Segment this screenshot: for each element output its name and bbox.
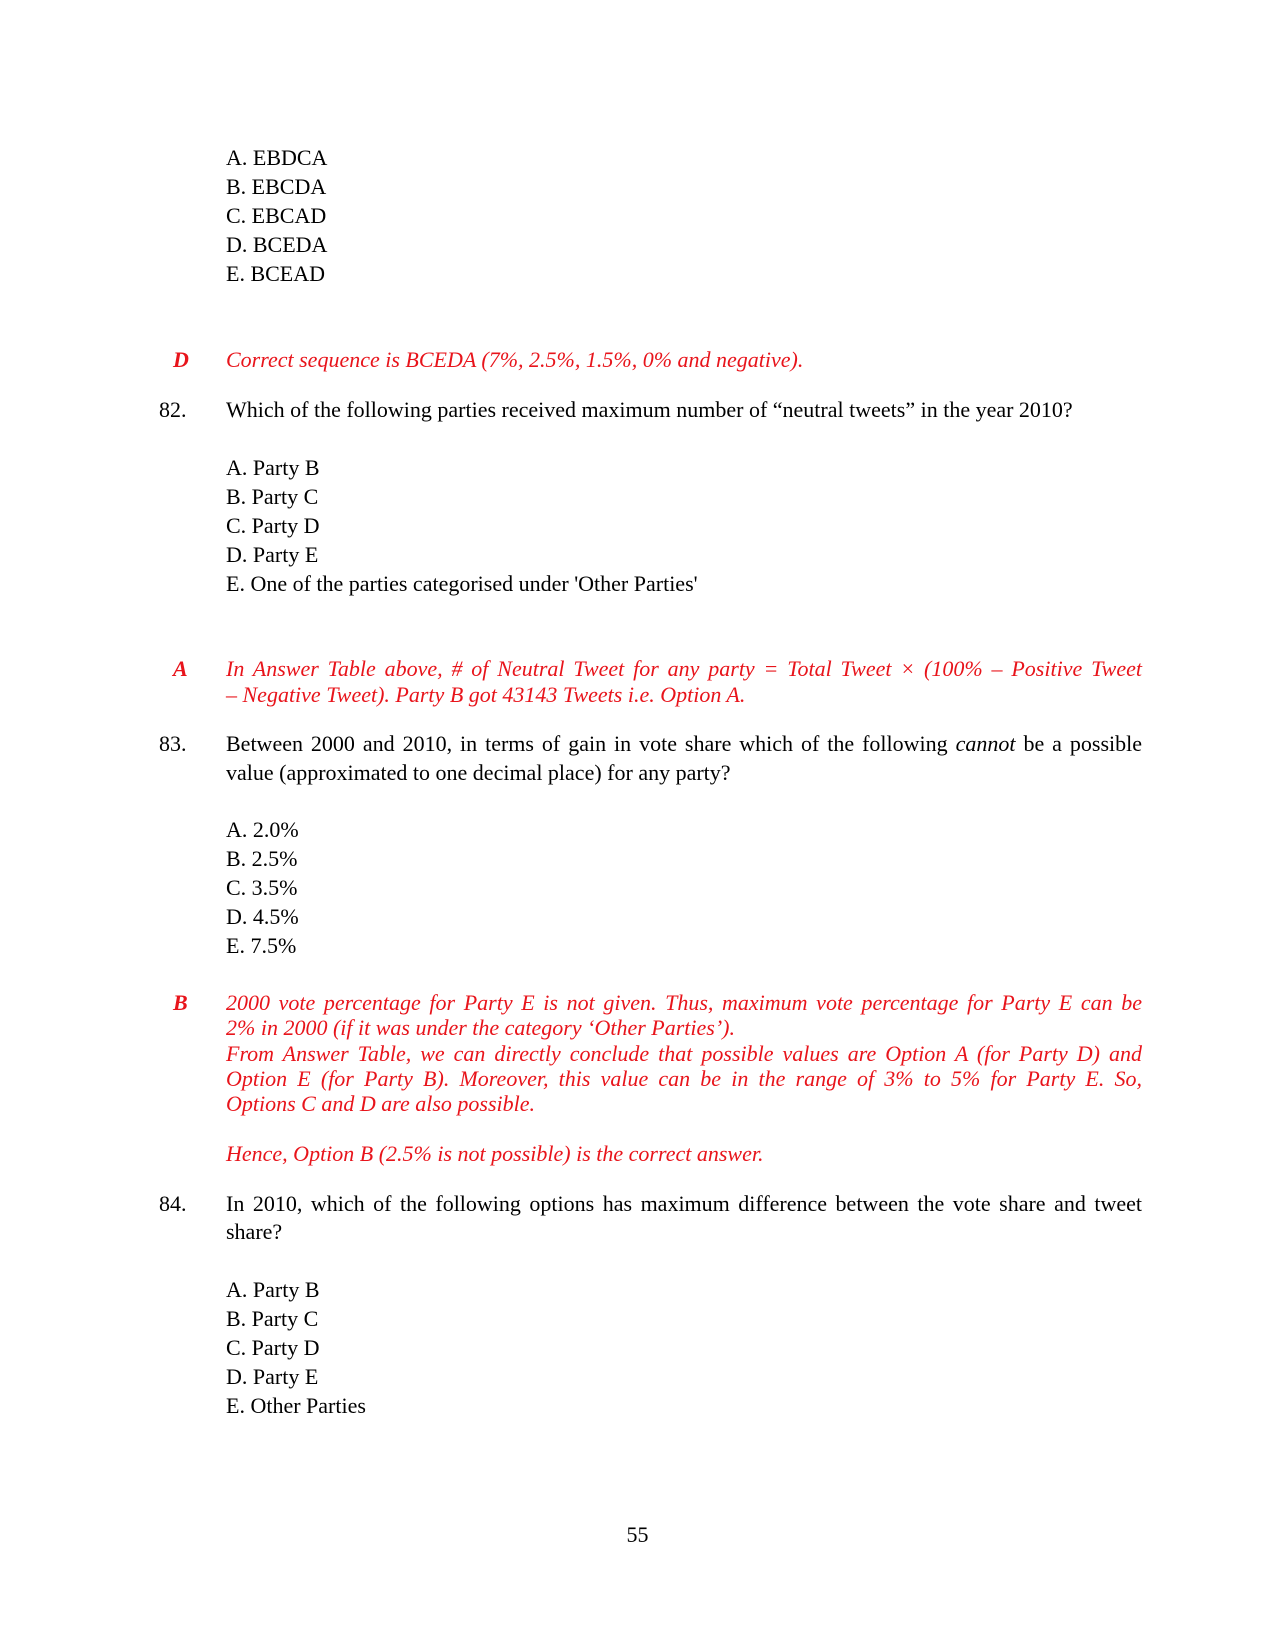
q81-option-a: A. EBDCA (226, 145, 328, 170)
q83-answer-conclusion: Hence, Option B (2.5% is not possible) is the correct answer. (226, 1141, 764, 1166)
q84-option-b: B. Party C (226, 1306, 319, 1331)
q84-number: 84. (159, 1191, 187, 1216)
q82-answer-line-1: In Answer Table above, # of Neutral Tweet for any party = Total Tweet × (100% – Positive Tweet (226, 656, 1142, 681)
q84-text-line-2: share? (226, 1219, 283, 1244)
q84-option-e: E. Other Parties (226, 1393, 366, 1418)
q84-option-d: D. Party E (226, 1364, 319, 1389)
page-number: 55 (626, 1522, 649, 1547)
q83-option-a: A. 2.0% (226, 817, 299, 842)
q83-answer-line-4: Option E (for Party B). Moreover, this value can be in the range of 3% to 5% for Party E. So, (226, 1066, 1142, 1091)
q83-answer-line-3: From Answer Table, we can directly conclude that possible values are Option A (for Party D) and (226, 1041, 1142, 1066)
q83-option-e: E. 7.5% (226, 933, 297, 958)
q83-text-before: Between 2000 and 2010, in terms of gain in vote share which of the following (226, 731, 948, 756)
q81-answer-letter: D (173, 347, 189, 372)
q83-number: 83. (159, 731, 187, 756)
q84-option-c: C. Party D (226, 1335, 320, 1360)
q82-option-a: A. Party B (226, 455, 320, 480)
q81-option-b: B. EBCDA (226, 174, 327, 199)
q83-text-after: be a possible (1023, 731, 1142, 756)
q83-text-emphasis: cannot (955, 731, 1016, 756)
q82-number: 82. (159, 397, 187, 422)
q84-option-a: A. Party B (226, 1277, 320, 1302)
q81-option-d: D. BCEDA (226, 232, 328, 257)
q83-answer-letter: B (173, 990, 188, 1015)
q84-text-line-1: In 2010, which of the following options has maximum difference between the vote share and tweet (226, 1191, 1142, 1216)
q82-option-b: B. Party C (226, 484, 319, 509)
q82-text: Which of the following parties received maximum number of “neutral tweets” in the year 2010? (226, 397, 1073, 422)
q83-answer-line-2: 2% in 2000 (if it was under the category ‘Other Parties’). (226, 1015, 735, 1040)
q81-option-e: E. BCEAD (226, 261, 325, 286)
q83-answer-line-1: 2000 vote percentage for Party E is not given. Thus, maximum vote percentage for Party E can be (226, 990, 1142, 1015)
q82-answer-letter: A (173, 656, 188, 681)
q83-text-line-1 (226, 731, 1142, 757)
q82-option-d: D. Party E (226, 542, 319, 567)
q83-answer-line-5: Options C and D are also possible. (226, 1091, 536, 1116)
q81-option-c: C. EBCAD (226, 203, 327, 228)
q81-answer-explanation: Correct sequence is BCEDA (7%, 2.5%, 1.5%, 0% and negative). (226, 347, 804, 372)
q83-option-d: D. 4.5% (226, 904, 299, 929)
q83-text-line-2: value (approximated to one decimal place) for any party? (226, 760, 731, 785)
q82-answer-line-2: – Negative Tweet). Party B got 43143 Tweets i.e. Option A. (226, 682, 746, 707)
q82-option-e: E. One of the parties categorised under 'Other Parties' (226, 571, 698, 596)
q82-option-c: C. Party D (226, 513, 320, 538)
q83-option-b: B. 2.5% (226, 846, 298, 871)
q83-option-c: C. 3.5% (226, 875, 298, 900)
